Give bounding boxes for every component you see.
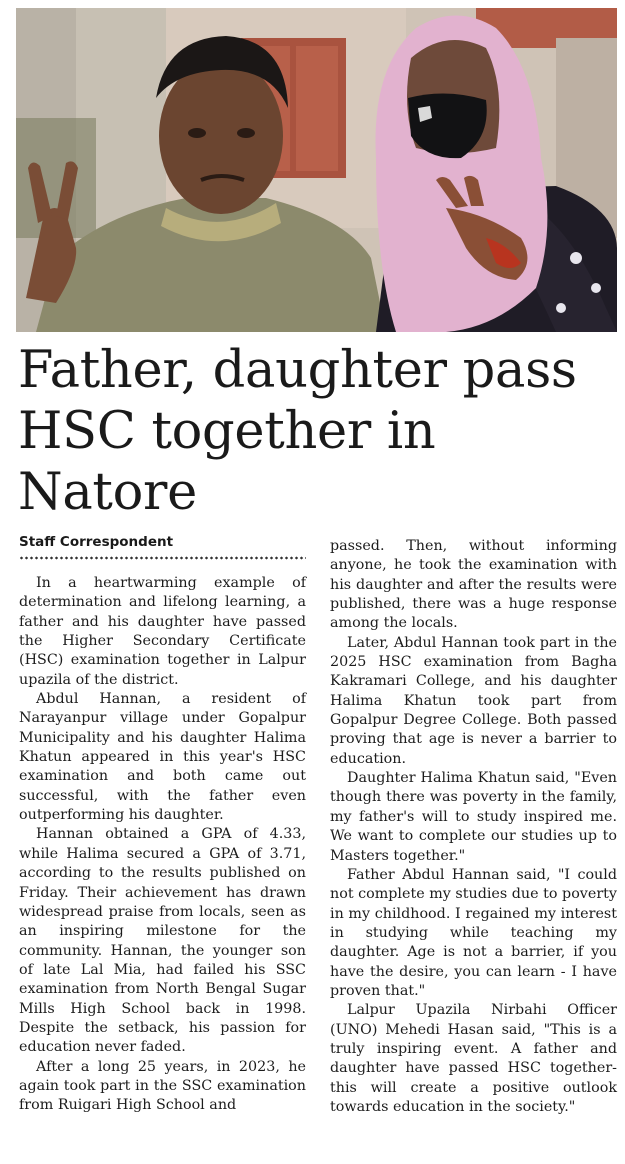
- headline: Father, daughter pass HSC together in Natore: [18, 341, 577, 522]
- byline-dotted-rule: [19, 556, 306, 560]
- article-column-1: [19, 574, 306, 1116]
- article-photo: [16, 8, 617, 332]
- father-daughter-photo: [16, 8, 617, 332]
- byline: Staff Correspondent: [19, 534, 174, 550]
- paragraph: Abdul Hannan, a resident of Narayanpur village under Gopalpur Municipality and his daughter Halima Khatun appeared in this year's HSC examination and both came out successful, with the father even outperforming his daughter.: [19, 691, 306, 824]
- paragraph: Lalpur Upazila Nirbahi Officer (UNO) Mehedi Hasan said, "This is a truly inspiring event. A father and daughter have passed HSC together- this will create a positive outlook towards education in the society.": [330, 1002, 617, 1115]
- paragraph: Later, Abdul Hannan took part in the 2025 HSC examination from Bagha Kakramari College, and his daughter Halima Khatun took part from Gopalpur Degree College. Both passed proving that age is never a barrier to education.: [330, 634, 617, 767]
- paragraph: After a long 25 years, in 2023, he again took part in the SSC examination from Ruigari High School and: [19, 1058, 306, 1114]
- paragraph: passed. Then, without informing anyone, he took the examination with his daughter and after the results were published, there was a huge response among the locals.: [330, 538, 617, 632]
- paragraph: Hannan obtained a GPA of 4.33, while Halima secured a GPA of 3.71, according to the results published on Friday. Their achievement has drawn widespread praise from locals, seen as an inspiring milestone for the community. Hannan, the younger son of late Lal Mia, had failed his SSC examination from North Bengal Sugar Mills High School back in 1998. Despite the setback, his passion for education never faded.: [19, 826, 306, 1056]
- article-column-2: [330, 537, 617, 1117]
- paragraph: Daughter Halima Khatun said, "Even though there was poverty in the family, my father's will to study inspired me. We want to complete our studies up to Masters together.": [330, 770, 617, 864]
- paragraph: Father Abdul Hannan said, "I could not complete my studies due to poverty in my childhood. I regained my interest in studying while teaching my daughter. Age is not a barrier, if you have the desire, you can learn - I have proven that.": [330, 866, 617, 999]
- paragraph: In a heartwarming example of determination and lifelong learning, a father and his daughter have passed the Higher Secondary Certificate (HSC) examination together in Lalpur upazila of the district.: [19, 575, 306, 688]
